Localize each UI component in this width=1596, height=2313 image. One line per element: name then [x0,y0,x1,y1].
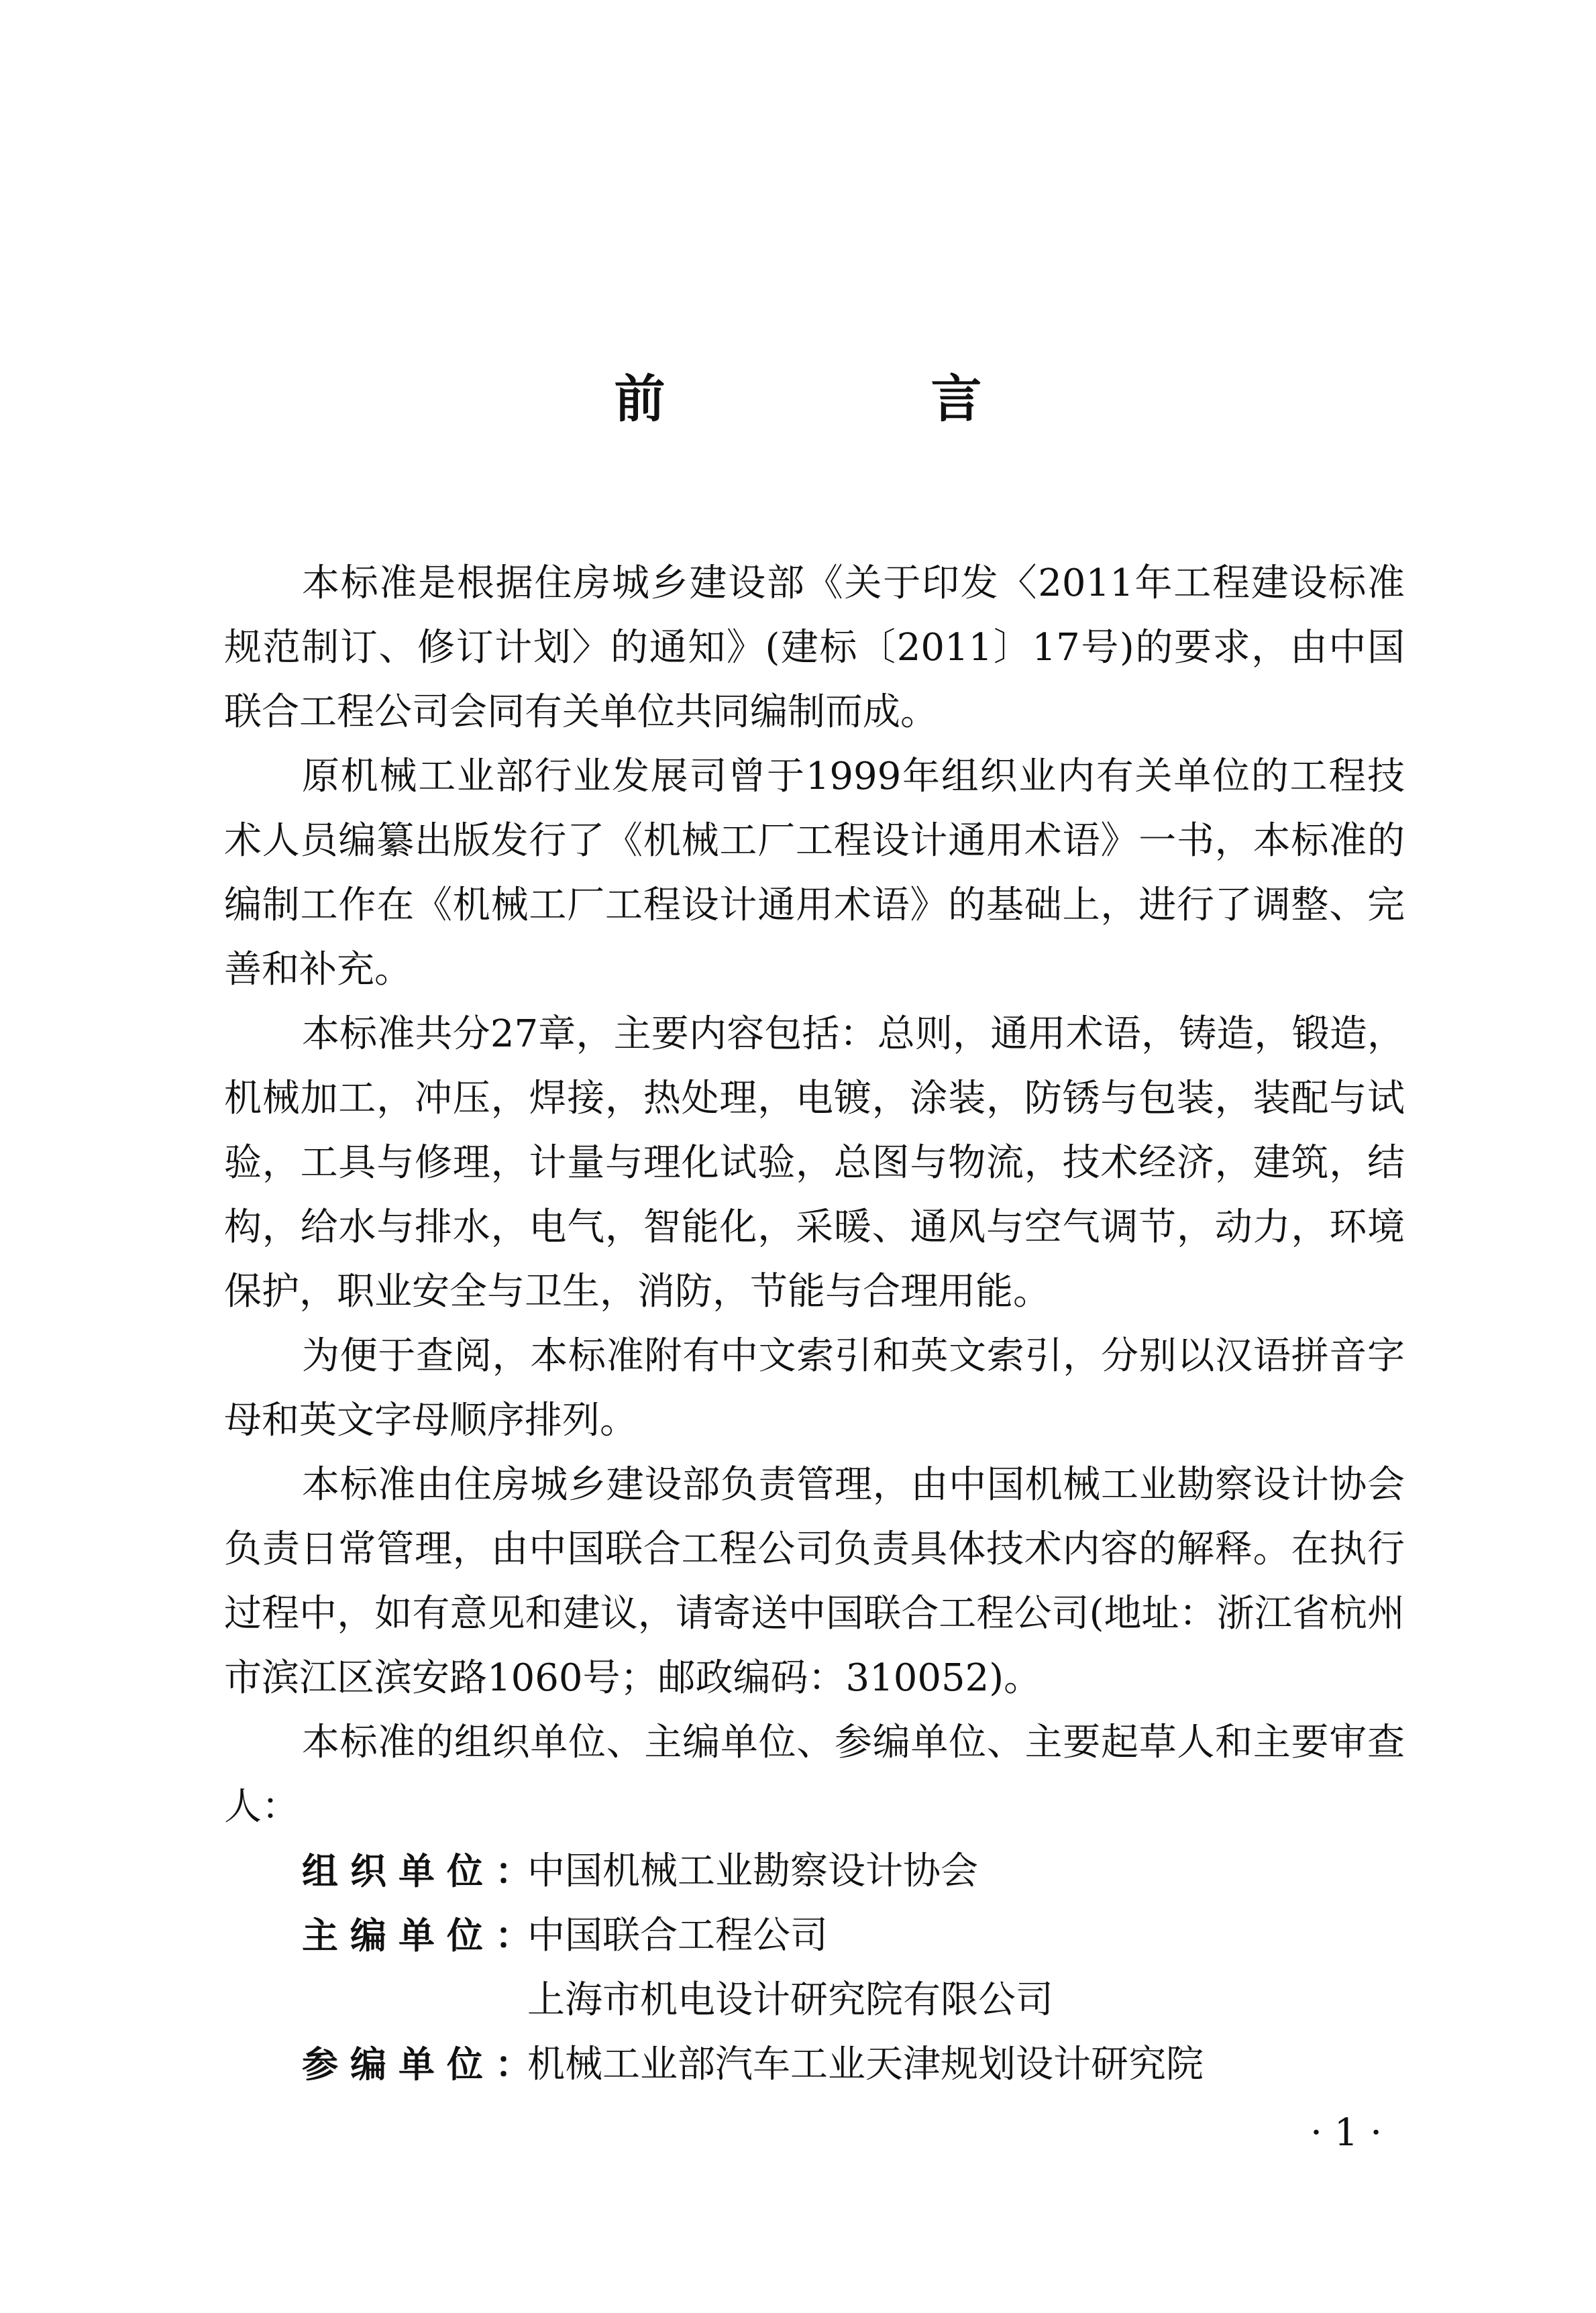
paragraph-2: 原机械工业部行业发展司曾于1999年组织业内有关单位的工程技术人员编纂出版发行了《机械工厂工程设计通用术语》一书，本标准的编制工作在《机械工厂工程设计通用术语》的基础上，进行了调整、完善和补充。 [224,755,1405,991]
page-number: · 1 · [1310,2111,1382,2155]
paragraph-5: 本标准由住房城乡建设部负责管理，由中国机械工业勘察设计协会负责日常管理，由中国联合工程公司负责具体技术内容的解释。在执行过程中，如有意见和建议，请寄送中国联合工程公司(地址：浙江省杭州市滨江区滨安路1060号；邮政编码：310052)。 [224,1463,1405,1700]
unit-value: 中国联合工程公司 [527,1914,828,1957]
paragraph-3: 本标准共分27章，主要内容包括：总则，通用术语，铸造，锻造，机械加工，冲压，焊接，热处理，电镀，涂装，防锈与包装，装配与试验，工具与修理，计量与理化试验，总图与物流，技术经济，建筑，结构，给水与排水，电气，智能化，采暖、通风与空气调节，动力，环境保护，职业安全与卫生，消防，节能与合理用能。 [224,1012,1405,1313]
paragraph-1: 本标准是根据住房城乡建设部《关于印发〈2011年工程建设标准规范制订、修订计划〉的通知》(建标〔2011〕17号)的要求，由中国联合工程公司会同有关单位共同编制而成。 [224,561,1405,734]
unit-label [302,1968,527,2033]
unit-row-chief-editor-2 [224,1968,1405,2033]
preface-body [224,551,1405,2097]
unit-row-organizer [224,1839,1405,1904]
paragraph-4: 为便于查阅，本标准附有中文索引和英文索引，分别以汉语拼音字母和英文字母顺序排列。 [224,1334,1405,1442]
unit-value: 上海市机电设计研究院有限公司 [527,1978,1053,2022]
unit-row-participant [224,2033,1405,2097]
unit-row-chief-editor [224,1904,1405,1968]
paragraph-6: 本标准的组织单位、主编单位、参编单位、主要起草人和主要审查人： [224,1721,1405,1829]
page-title: 前 言 [614,369,1089,429]
unit-value: 中国机械工业勘察设计协会 [527,1849,978,1893]
unit-label: 参编单位： [302,2043,531,2086]
unit-value: 机械工业部汽车工业天津规划设计研究院 [527,2043,1204,2086]
unit-label: 主编单位： [302,1915,531,1957]
unit-list [224,1839,1405,2097]
unit-label: 组织单位： [302,1850,531,1892]
